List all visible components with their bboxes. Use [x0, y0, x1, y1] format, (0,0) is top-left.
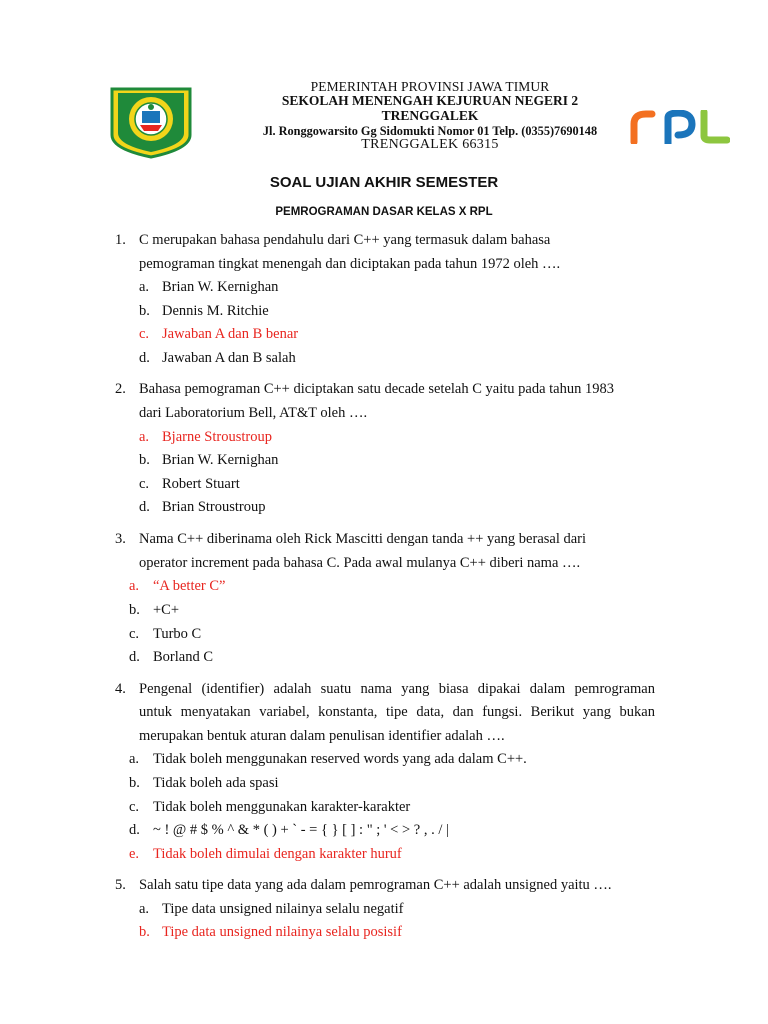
option-text: Brian W. Kernighan — [162, 279, 279, 295]
option-text: Dennis M. Ritchie — [162, 303, 269, 319]
question-text: dari Laboratorium Bell, AT&T oleh …. — [139, 405, 368, 421]
option-label: b. — [139, 452, 150, 468]
question-number: 5. — [115, 877, 126, 893]
question-number: 3. — [115, 531, 126, 547]
question-number: 1. — [115, 232, 126, 248]
option-label: c. — [139, 476, 150, 492]
option-label-correct: a. — [139, 429, 150, 445]
option-label: b. — [139, 303, 150, 319]
option-text: Borland C — [153, 649, 214, 665]
option-label: d. — [129, 822, 140, 838]
question-text: pemograman tingkat menengah dan diciptakan pada tahun 1972 oleh …. — [139, 256, 561, 272]
question-text: operator increment pada bahasa C. Pada awal mulanya C++ diberi nama …. — [139, 555, 581, 571]
option-label: b. — [129, 775, 140, 791]
option-label: d. — [139, 350, 150, 366]
option-text: Tipe data unsigned nilainya selalu negatif — [162, 901, 404, 917]
question-text: untuk menyatakan variabel, konstanta, tipe data, dan fungsi. Berikut yang bukan — [139, 704, 655, 720]
exam-title: SOAL UJIAN AKHIR SEMESTER — [269, 174, 499, 191]
option-label-correct: b. — [139, 924, 150, 940]
option-text-correct: Jawaban A dan B benar — [162, 326, 299, 342]
option-label-correct: a. — [129, 578, 140, 594]
option-label-correct: c. — [139, 326, 150, 342]
header-city: TRENGGALEK — [381, 108, 479, 123]
option-text-correct: Tipe data unsigned nilainya selalu posisif — [162, 924, 402, 940]
header-postal: TRENGGALEK 66315 — [361, 137, 499, 152]
option-text-correct: Bjarne Stroustroup — [162, 429, 272, 445]
option-text: +C+ — [153, 602, 180, 618]
exam-subtitle: PEMROGRAMAN DASAR KELAS X RPL — [275, 206, 493, 218]
option-text-correct: Tidak boleh dimulai dengan karakter huruf — [153, 846, 402, 862]
option-text: Tidak boleh menggunakan reserved words yang ada dalam C++. — [153, 751, 527, 767]
option-label: a. — [139, 279, 150, 295]
option-label: a. — [129, 751, 140, 767]
option-text: Tidak boleh menggunakan karakter-karakter — [153, 799, 411, 815]
option-text: Brian W. Kernighan — [162, 452, 279, 468]
option-label: c. — [129, 626, 140, 642]
question-text: Pengenal (identifier) adalah suatu nama yang biasa dipakai dalam pemrograman — [139, 681, 655, 697]
question-text: C merupakan bahasa pendahulu dari C++ yang termasuk dalam bahasa — [139, 232, 551, 248]
option-label: a. — [139, 901, 150, 917]
question-number: 4. — [115, 681, 126, 697]
question-number: 2. — [115, 381, 126, 397]
option-text: ~ ! @ # $ % ^ & * ( ) + ` - = { } [ ] : " ; ' < > ? , . / | — [153, 822, 449, 838]
question-text: Nama C++ diberinama oleh Rick Mascitti dengan tanda ++ yang berasal dari — [139, 531, 587, 547]
option-text: Turbo C — [153, 626, 202, 642]
option-text: Robert Stuart — [162, 476, 240, 492]
option-label: d. — [129, 649, 140, 665]
option-label-correct: e. — [129, 846, 140, 862]
option-label: c. — [129, 799, 140, 815]
option-text-correct: “A better C” — [153, 578, 226, 594]
question-text: Bahasa pemograman C++ diciptakan satu decade setelah C yaitu pada tahun 1983 — [139, 381, 614, 397]
option-label: b. — [129, 602, 140, 618]
question-text: Salah satu tipe data yang ada dalam pemrograman C++ adalah unsigned yaitu …. — [139, 877, 612, 893]
option-label: d. — [139, 499, 150, 515]
option-text: Tidak boleh ada spasi — [153, 775, 279, 791]
header-school-name: SEKOLAH MENENGAH KEJURUAN NEGERI 2 — [281, 93, 579, 108]
header-address: Jl. Ronggowarsito Gg Sidomukti Nomor 01 Telp. (0355)7690148 — [262, 124, 598, 138]
option-text: Brian Stroustroup — [162, 499, 266, 515]
school-logo — [106, 83, 196, 159]
option-text: Jawaban A dan B salah — [162, 350, 296, 366]
question-text: merupakan bentuk aturan dalam penulisan identifier adalah …. — [139, 728, 505, 744]
header-government: PEMERINTAH PROVINSI JAWA TIMUR — [310, 79, 550, 94]
